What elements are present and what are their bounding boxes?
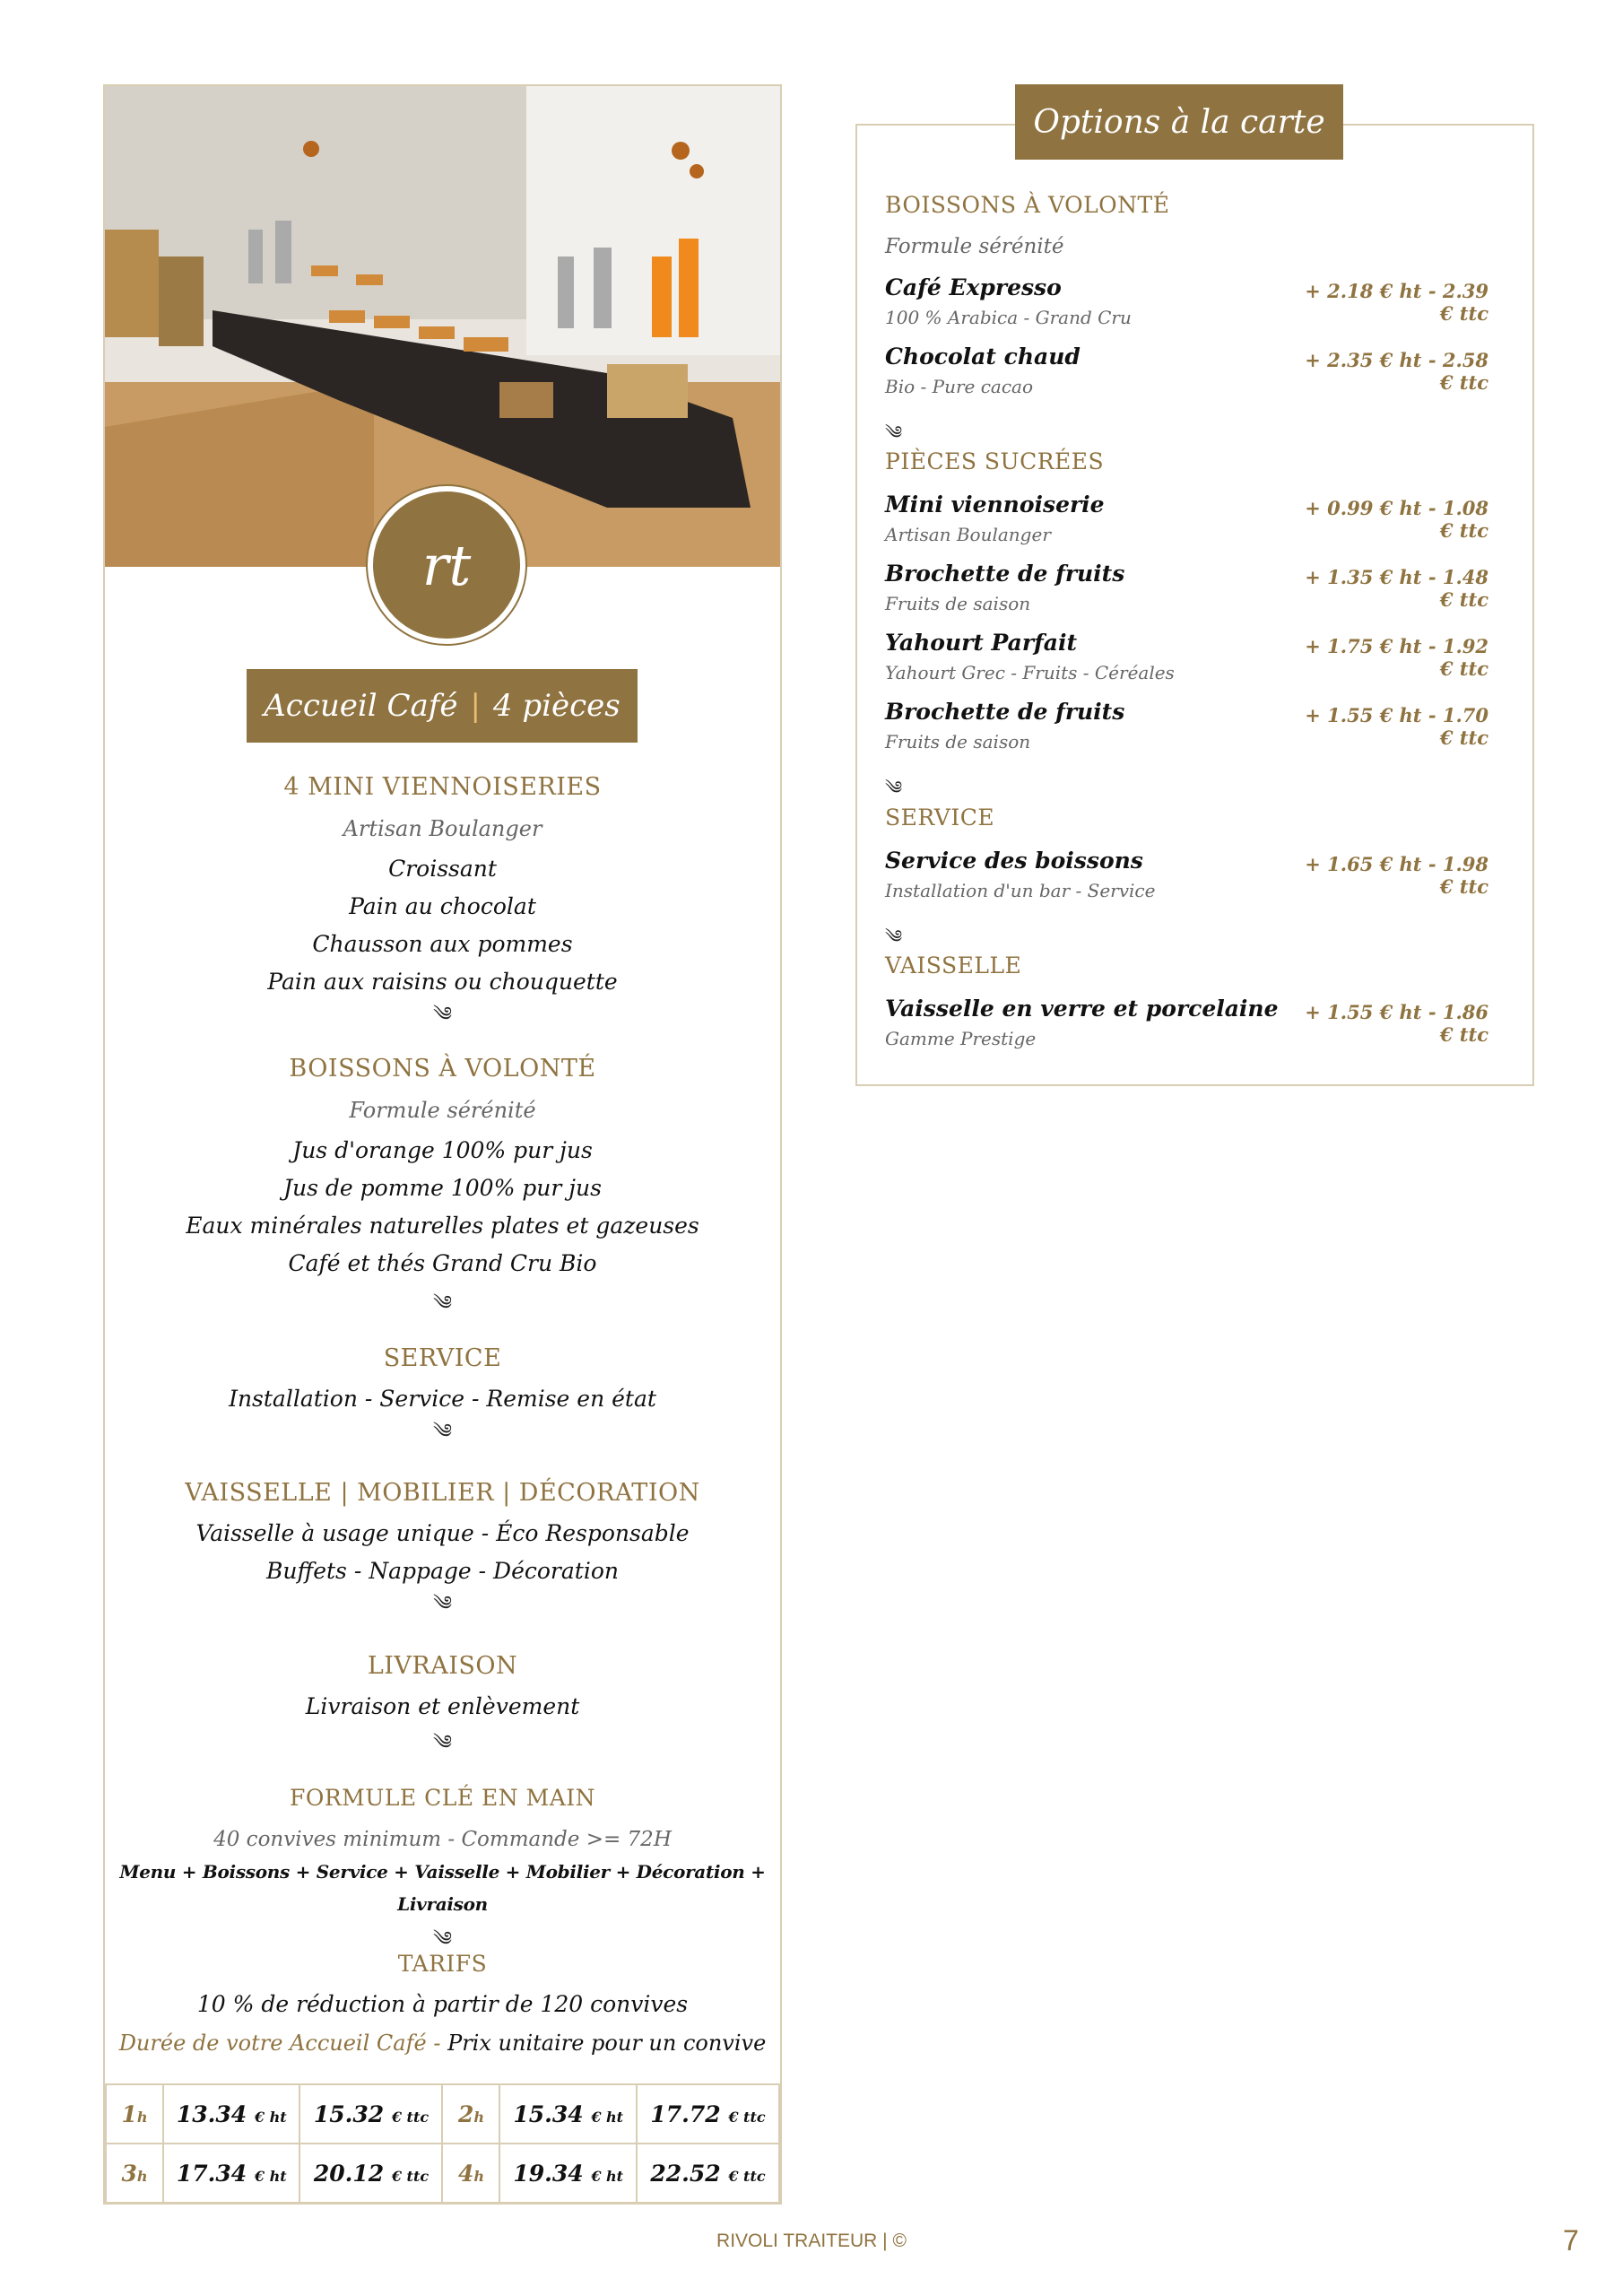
duration-cell [106, 2084, 163, 2144]
price-ht-cell [163, 2144, 299, 2203]
formule-detail: Menu + Boissons + Service + Vaisselle + Mobilier + Décoration + Livraison [119, 1861, 766, 1915]
list-item: Chausson aux pommes [312, 931, 573, 957]
ornament-divider: ༄ [432, 1292, 452, 1315]
price-ttc: 17.72 [650, 2100, 721, 2127]
ornament-divider: ༄ [432, 1732, 452, 1754]
price-ttc-cell [299, 2144, 442, 2203]
ornament-divider: ༄ [885, 926, 903, 947]
duration-value: 1 [121, 2100, 137, 2127]
title-separator: | [470, 688, 481, 724]
table-row [106, 2084, 779, 2144]
option-price: + 1.55 € ht - 1.70 € ttc [1305, 704, 1488, 749]
option-price: + 1.75 € ht - 1.92 € ttc [1305, 635, 1488, 680]
accueil-cafe-card [103, 84, 782, 2205]
option-price: + 2.18 € ht - 2.39 € ttc [1305, 280, 1488, 325]
list-item: Installation - Service - Remise en état [229, 1386, 656, 1412]
option-price: + 1.65 € ht - 1.98 € ttc [1305, 853, 1488, 898]
options-section-title: BOISSONS À VOLONTÉ [885, 192, 1170, 218]
list-item: Buffets - Nappage - Décoration [266, 1558, 619, 1584]
footer-text: RIVOLI TRAITEUR | © [716, 2231, 907, 2251]
price-ht: 13.34 [176, 2100, 247, 2127]
unit-price-label: Prix unitaire pour un convive [447, 2031, 767, 2056]
duration-value: 4 [457, 2160, 474, 2187]
option-name: Chocolat chaud [885, 344, 1081, 370]
duration-separator: - [433, 2031, 441, 2056]
section-title: BOISSONS À VOLONTÉ [289, 1055, 596, 1083]
ht-suffix: € ht [591, 2167, 624, 2185]
price-ht-cell [499, 2144, 636, 2203]
ht-suffix: € ht [254, 2108, 287, 2126]
ornament-divider: ༄ [432, 1421, 452, 1443]
reduction-text: 10 % de réduction à partir de 120 convives [196, 1991, 689, 2017]
option-name: Service des boissons [885, 848, 1143, 874]
section-tarifs [105, 1948, 780, 2063]
option-name: Brochette de fruits [885, 561, 1125, 587]
ornament-divider: ༄ [885, 777, 903, 798]
price-ttc: 22.52 [650, 2160, 721, 2187]
option-price: + 1.55 € ht - 1.86 € ttc [1305, 1001, 1488, 1046]
section-subtitle: Artisan Boulanger [343, 816, 542, 841]
options-section-title: PIÈCES SUCRÉES [885, 448, 1105, 474]
option-price: + 2.35 € ht - 2.58 € ttc [1305, 349, 1488, 394]
list-item: Eaux minérales naturelles plates et gazeuses [186, 1213, 699, 1239]
option-description: Bio - Pure cacao [885, 376, 1033, 397]
ornament-divider: ༄ [432, 1593, 452, 1615]
section-title: FORMULE CLÉ EN MAIN [289, 1785, 596, 1811]
duration-line [105, 2023, 780, 2063]
option-description: 100 % Arabica - Grand Cru [885, 307, 1132, 328]
duration-unit: h [136, 2108, 148, 2126]
price-ht: 17.34 [176, 2160, 247, 2187]
option-description: Fruits de saison [885, 731, 1031, 752]
price-ht: 19.34 [513, 2160, 584, 2187]
duration-cell [442, 2084, 499, 2144]
section-viennoiseries [105, 771, 780, 1030]
ttc-suffix: € ttc [391, 2108, 430, 2126]
logo-monogram: rt [421, 532, 472, 598]
list-item: Jus d'orange 100% pur jus [292, 1137, 593, 1163]
duration-value: 2 [457, 2100, 474, 2127]
list-item: Livraison et enlèvement [305, 1693, 580, 1719]
accueil-cafe-title-banner [247, 669, 638, 743]
option-description: Artisan Boulanger [885, 524, 1051, 545]
options-section-title: VAISSELLE [885, 952, 1022, 978]
option-name: Yahourt Parfait [885, 630, 1078, 656]
option-price: + 1.35 € ht - 1.48 € ttc [1305, 566, 1488, 611]
section-formule [105, 1782, 780, 1954]
option-name: Mini viennoiserie [885, 491, 1105, 517]
page-number: 7 [1563, 2224, 1579, 2257]
section-title: TARIFS [397, 1951, 488, 1977]
section-subtitle: 40 convives minimum - Commande >= 72H [213, 1828, 672, 1851]
duration-label: Durée de votre Accueil Café [118, 2031, 427, 2056]
price-ttc: 20.12 [313, 2160, 385, 2187]
price-ttc-cell [637, 2144, 779, 2203]
ornament-divider: ༄ [432, 1928, 452, 1951]
section-title: SERVICE [383, 1344, 502, 1372]
duration-unit: h [136, 2167, 148, 2185]
ornament-divider: ༄ [432, 1004, 452, 1026]
title-pieces: 4 pièces [492, 688, 621, 724]
price-ht-cell [499, 2084, 636, 2144]
price-table [105, 2083, 780, 2204]
option-name: Vaisselle en verre et porcelaine [885, 996, 1279, 1022]
section-vaisselle [105, 1477, 780, 1619]
list-item: Jus de pomme 100% pur jus [283, 1175, 602, 1201]
duration-unit: h [473, 2167, 484, 2185]
ht-suffix: € ht [254, 2167, 287, 2185]
list-item: Pain aux raisins ou chouquette [267, 969, 618, 995]
section-title: 4 MINI VIENNOISERIES [283, 773, 602, 801]
list-item: Vaisselle à usage unique - Éco Responsable [195, 1520, 690, 1546]
price-ttc-cell [637, 2084, 779, 2144]
ht-suffix: € ht [591, 2108, 624, 2126]
section-title: VAISSELLE | MOBILIER | DÉCORATION [185, 1479, 700, 1507]
options-banner: Options à la carte [1015, 84, 1343, 160]
list-item: Pain au chocolat [349, 893, 536, 919]
list-item: Café et thés Grand Cru Bio [288, 1250, 597, 1276]
ornament-divider: ༄ [885, 422, 903, 443]
price-ttc-cell [299, 2084, 442, 2144]
options-section-subtitle: Formule sérénité [885, 235, 1064, 258]
option-description: Installation d'un bar - Service [885, 880, 1156, 901]
section-title: LIVRAISON [367, 1652, 518, 1680]
section-service [105, 1343, 780, 1447]
option-name: Café Expresso [885, 274, 1062, 300]
price-ht: 15.34 [513, 2100, 584, 2127]
price-ht-cell [163, 2084, 299, 2144]
section-boissons [105, 1053, 780, 1318]
title-name: Accueil Café [264, 688, 458, 724]
section-livraison [105, 1650, 780, 1758]
option-description: Fruits de saison [885, 593, 1031, 614]
section-subtitle: Formule sérénité [349, 1098, 536, 1123]
price-ttc: 15.32 [313, 2100, 385, 2127]
ttc-suffix: € ttc [728, 2167, 766, 2185]
table-row [106, 2144, 779, 2203]
duration-value: 3 [121, 2160, 137, 2187]
option-price: + 0.99 € ht - 1.08 € ttc [1305, 497, 1488, 542]
ttc-suffix: € ttc [728, 2108, 766, 2126]
duration-cell [442, 2144, 499, 2203]
duration-cell [106, 2144, 163, 2203]
list-item: Croissant [388, 856, 497, 882]
option-description: Gamme Prestige [885, 1028, 1037, 1049]
rivoli-logo [368, 486, 525, 644]
option-description: Yahourt Grec - Fruits - Céréales [885, 662, 1175, 683]
duration-unit: h [473, 2108, 484, 2126]
ttc-suffix: € ttc [391, 2167, 430, 2185]
option-name: Brochette de fruits [885, 699, 1125, 725]
options-section-title: SERVICE [885, 804, 995, 831]
